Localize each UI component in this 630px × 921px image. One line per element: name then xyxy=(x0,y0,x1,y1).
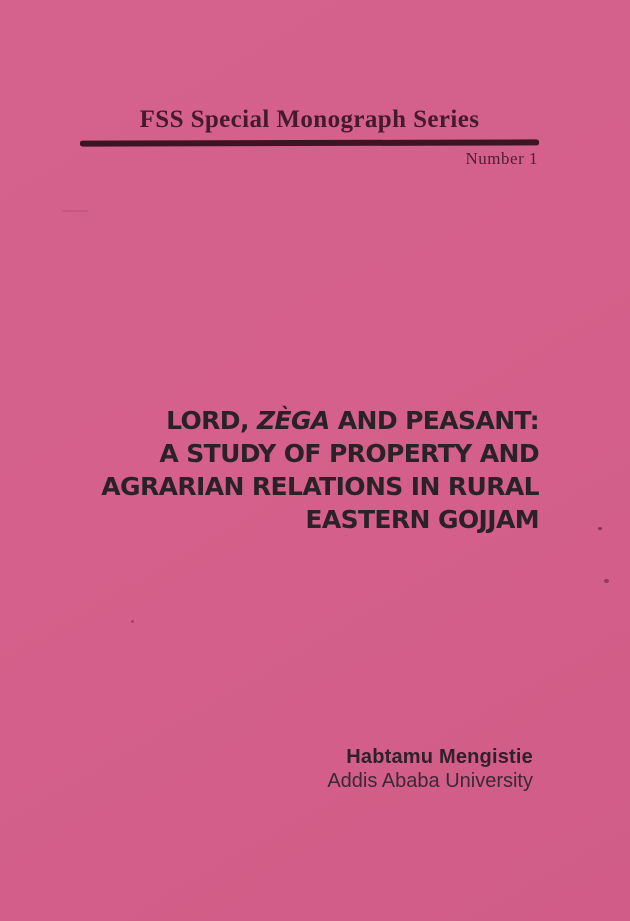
series-rule-divider xyxy=(80,139,539,146)
author-name: Habtamu Mengistie xyxy=(346,746,533,768)
book-title-line-1 xyxy=(101,404,539,437)
series-number: Number 1 xyxy=(465,149,538,168)
book-title-line-1-suffix: AND PEASANT: xyxy=(329,406,539,435)
book-title-line-3: AGRARIAN RELATIONS IN RURAL xyxy=(101,472,539,501)
scan-speck xyxy=(131,620,134,623)
scan-smudge xyxy=(62,210,88,212)
author-affiliation: Addis Ababa University xyxy=(327,770,533,792)
book-title-line-1-prefix: LORD, xyxy=(166,406,257,435)
series-title: FSS Special Monograph Series xyxy=(139,106,480,133)
book-title-line-2: A STUDY OF PROPERTY AND xyxy=(159,439,539,468)
scan-speck xyxy=(598,527,602,530)
book-title xyxy=(101,404,539,536)
scan-speck xyxy=(604,579,609,583)
author-block xyxy=(327,745,533,793)
book-title-line-4: EASTERN GOJJAM xyxy=(305,505,539,534)
book-title-line-1-italic: ZÈGA xyxy=(256,406,330,435)
